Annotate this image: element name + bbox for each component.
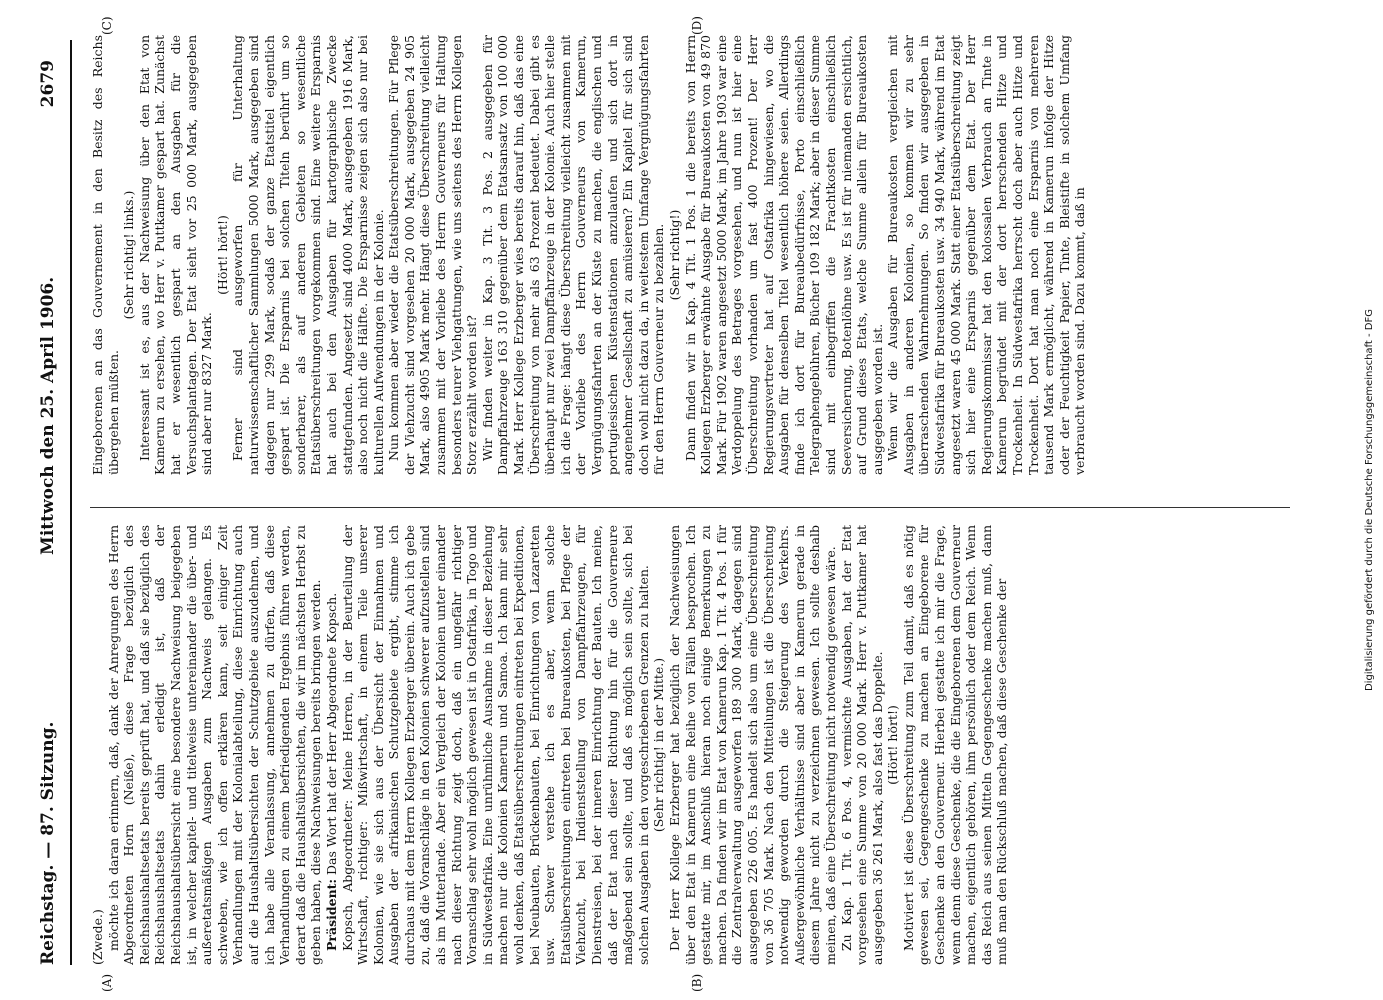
column-divider <box>90 507 1290 508</box>
right-text-column <box>90 35 1280 475</box>
paragraph: (Zwede.) <box>90 909 105 965</box>
paragraph: Ferner sind ausgeworfen für Unterhaltung naturwissenschaftlicher Sammlungen 5000 Mark, ausgegeben sind dagegen nur 299 Mark, sodaß der ganze Etatstitel eigentlich gespart ist. Die Ersparnis bei solchen Titeln berührt um so sonderbarer, als auf anderen Gebieten so wesentliche Etatsüberschreitungen vorgekommen sind. Eine weitere Ersparnis hat auch bei den Ausgaben für kartographische Zwecke stattgefunden. Angesetzt sind 4000 Mark, ausgegeben 1916 Mark, also noch nicht die Hälfte. Die Ersparnisse zeigen sich also nur bei kulturellen Aufwendungen in der Kolonie. <box>230 35 386 475</box>
paragraph: (Sehr richtig! in der Mitte.) <box>651 657 667 833</box>
paragraph: Interessant ist es, aus der Nachweisung über den Etat von Kamerun zu ersehen, wo Herr v. Puttkamer gespart hat. Zunächst hat er wesentlich gespart an den Ausgaben für die Versuchsplantagen. Der Etat sieht vor 25 000 Mark, ausgegeben sind aber nur 8327 Mark. <box>136 35 215 475</box>
left-text-column <box>90 525 1280 965</box>
margin-label-d: (D) <box>690 16 704 35</box>
paragraph: Eingeborenen an das Gouvernement in den Besitz des Reichs übergehen müßten. <box>90 35 121 475</box>
paragraph: Motiviert ist diese Überschreitung zum Teil damit, daß es nötig gewesen sei, Gegengeschenke zu machen an Eingeborene für Geschenke an den Gouverneur. Hierbei gestatte ich mir die Frage, wenn denn diese Geschenke, die die Eingeborenen dem Gouverneur machen, eigentlich gehören, ihm persönlich oder dem Reich. Wenn das Reich aus seinen Mitteln Gegengeschenke machen muß, dann muß man den Rückschluß machen, daß diese Geschenke der <box>900 525 1010 965</box>
paragraph: Kopsch, Abgeordneter: Meine Herren, in der Beurteilung der Wirtschaft, richtiger: Mißwirtschaft, in einem Teile unserer Kolonien, wie sie sich aus der Übersicht der Einnahmen und Ausgaben der afrikanischen Schutzgebiete ergibt, stimme ich durchaus mit dem Herrn Kollegen Erzberger überein. Auch ich gebe zu, daß die Voranschläge in den Kolonien schwerer aufzustellen sind als im Mutterlande. Aber ein Vergleich der Kolonien unter einander nach dieser Richtung zeigt doch, daß ein ungefähr richtiger Voranschlag sehr wohl möglich gewesen ist in Ostafrika, in Togo und in Südwestafrika. Eine unrühmliche Ausnahme in dieser Beziehung machen nur die Kolonien Kamerun und Samoa. Ich kann mir sehr wohl denken, daß Etatsüberschreitungen eintreten bei Expeditionen, bei Neubauten, Brückenbauten, bei Einrichtungen von Lazaretten usw. Schwer verstehe ich es aber, wenn solche Etatsüberschreitungen eintreten bei Bureaukosten, bei Pflege der Viehzucht, bei Indienststellung von Dampffahrzeugen, für Dienstreisen, bei der inneren Einrichtung der Bauten. Ich meine, daß der Etat nach dieser Richtung hin für die Gouverneure maßgebend sein sollte, und daß es möglich sein sollte, sich bei solchen Ausgaben in den vorgeschriebenen Grenzen zu halten. <box>339 525 651 965</box>
digitization-credit: Digitalisierung gefördert durch die Deutsche Forschungsgemeinschaft - DFG <box>1364 309 1375 692</box>
paragraph: (Sehr richtig! links.) <box>121 190 137 320</box>
header-date: Mittwoch den 25. April 1906. <box>38 276 58 555</box>
paragraph: Dann finden wir in Kap. 4 Tit. 1 Pos. 1 die bereits von Herrn Kollegen Erzberger erwähnte Ausgabe für Bureaukosten von 49 870 Mark. Für 1902 waren angesetzt 5000 Mark, im Jahre 1903 war eine Verdoppelung des Betrages vorgesehen, und nun ist hier eine Überschreitung vorhanden um fast 400 Prozent! Der Herr Regierungsvertreter hat auf Ostafrika hingewiesen, wo die Ausgaben für denselben Titel wesentlich höhere seien. Allerdings finde ich dort für Bureaubedürfnisse, Porto einschließlich Telegraphengebühren, Bücher 109 182 Mark; aber in dieser Summe sind mit einbegriffen die Frachtkosten einschließlich Seeversicherung, Botenlöhne usw. Es ist für niemanden ersichtlich, auf Grund dieses Etats, welche Summe allein für Bureaukosten ausgegeben worden ist. <box>682 35 885 475</box>
paragraph: (Sehr richtig!) <box>666 209 682 301</box>
paragraph: Präsident: Das Wort hat der Herr Abgeordnete Kopsch. <box>323 592 339 951</box>
paragraph: Der Herr Kollege Erzberger hat bezüglich der Nachweisungen über den Etat in Kamerun eine Reihe von Fällen besprochen. Ich gestatte mir, im Anschluß hieran noch einige Bemerkungen zu machen. Da finden wir im Etat von Kamerun Kap. 1 Tit. 4 Pos. 1 für die Zentralverwaltung ausgeworfen 189 300 Mark, dagegen sind ausgegeben 226 005. Es handelt sich also um eine Überschreitung von 36 705 Mark. Nach den Mitteilungen ist die Überschreitung notwendig geworden durch die Steigerung des Verkehrs. Außergewöhnliche Verhältnisse sind aber in Kamerun gerade in diesem Jahre nicht zu verzeichnen gewesen. Ich sollte deshalb meinen, daß eine Überschreitung nicht notwendig gewesen wäre. <box>666 525 838 965</box>
header-session-title: Reichstag. — 87. Sitzung. <box>38 721 58 965</box>
margin-label-c: (C) <box>100 16 114 35</box>
margin-label-a: (A) <box>100 973 114 992</box>
paragraph: (Hört! hört!) <box>885 705 901 785</box>
paragraph: Nun kommen aber wieder die Etatsüberschreitungen. Für Pflege der Viehzucht sind vorgesehen 20 000 Mark, ausgegeben 24 905 Mark, also 4905 Mark mehr. Hängt diese Überschreitung vielleicht zusammen mit der Vorliebe des Herrn Gouverneurs für Haltung besonders teurer Viehgattungen, wie uns seitens des Herrn Kollegen Storz erzählt worden ist? <box>386 35 480 475</box>
paragraph: Wir finden weiter in Kap. 3 Tit. 3 Pos. 2 ausgegeben für Dampffahrzeuge 163 310 gegenüber dem Etatsansatz von 100 000 Mark. Herr Kollege Erzberger wies bereits darauf hin, daß das eine Überschreitung von mehr als 63 Prozent bedeutet. Dabei gibt es überhaupt nur zwei Dampffahrzeuge in der Kolonie. Auch hier stelle ich die Frage: hängt diese Überschreitung vielleicht zusammen mit der Vorliebe des Herrn Gouverneurs von Kamerun, Vergnügungsfahrten an der Küste zu machen, die englischen und portugiesischen Küstenstationen anzulaufen und sich dort in angenehmer Gesellschaft zu amüsieren? Ein Kapitel für sich sind doch wohl nicht dazu da, in weitestem Umfange Vergnügungsfahrten für den Herrn Gouverneur zu bezahlen. <box>479 35 667 475</box>
margin-label-b: (B) <box>690 973 704 992</box>
header-page-number: 2679 <box>38 60 58 108</box>
paragraph: Zu Kap. 1 Tit. 6 Pos. 4, vermischte Ausgaben, hat der Etat vorgesehen eine Summe von 20 000 Mark. Herr v. Puttkamer hat ausgegeben 36 261 Mark, also fast das Doppelte. <box>838 525 885 965</box>
page-header <box>30 40 72 965</box>
paragraph: Wenn wir die Ausgaben für Bureaukosten vergleichen mit Ausgaben in anderen Kolonien, so kommen wir zu sehr überraschenden Wahrnehmungen. So finden wir ausgegeben in Südwestafrika für Bureaukosten usw. 34 940 Mark, während im Etat angesetzt waren 45 000 Mark. Statt einer Etatsüberschreitung zeigt sich hier eine Ersparnis gegenüber dem Etat. Der Herr Regierungskommissar hat den kolossalen Verbrauch an Tinte in Kamerun begründet mit der dort herrschenden Hitze und Trockenheit. In Südwestafrika herrscht doch aber auch Hitze und Trockenheit. Dort hat man noch eine Ersparnis von mehreren tausend Mark ermöglicht, während in Kamerun infolge der Hitze oder der Feuchtigkeit Papier, Tinte, Bleistifte in solchem Umfang verbraucht worden sind. Dazu kommt, daß in <box>885 35 1088 475</box>
paragraph: (Hört! hört!) <box>214 215 230 295</box>
paragraph: möchte ich daran erinnern, daß, dank der Anregungen des Herrn Abgeordneten Horn (Neiße), diese Frage bezüglich des Reichshaushaltsetats bereits geprüft hat, und daß sie bezüglich des Reichshaushaltsetats dahin erledigt ist, daß der Reichshaushaltsübersicht eine besondere Nachweisung beigegeben ist, in welcher kapitel- und titelweise untereinander die über- und außeretatsmäßigen Ausgaben zum Nachweis gelangen. Es schweben, wie ich offen erklären kann, seit einiger Zeit Verhandlungen mit der Kolonialabteilung, diese Einrichtung auch auf die Haushaltsübersichten der Schutzgebiete auszudehnen, und ich habe alle Veranlassung, annehmen zu dürfen, daß diese Verhandlungen zu einem befriedigenden Ergebnis führen werden, derart daß die Haushaltsübersichten, die wir im nächsten Herbst zu geben haben, diese Nachweisungen bereits bringen werden. <box>105 525 324 965</box>
